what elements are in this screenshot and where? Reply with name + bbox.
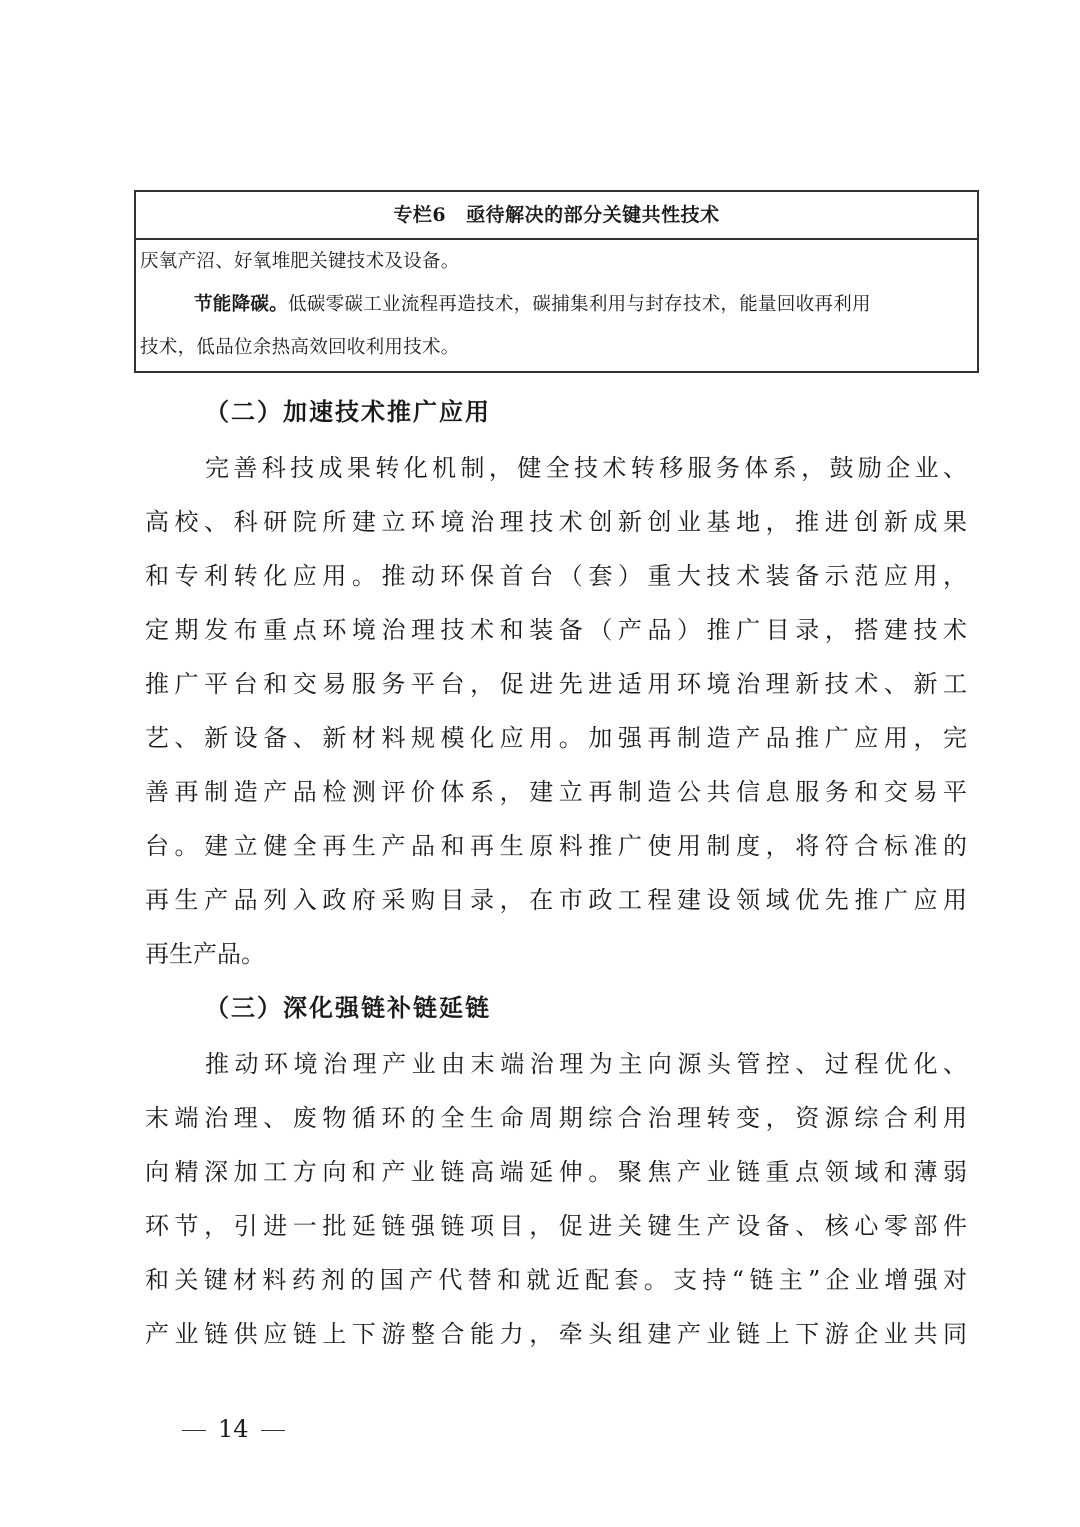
section-heading-3: （三）深化强链补链延链 <box>205 993 491 1022</box>
body-line: 再生产品。 <box>145 940 265 968</box>
body-line: 善再制造产品检测评价体系，建立再制造公共信息服务和交易平 <box>145 778 967 806</box>
body-line: 推动环境治理产业由末端治理为主向源头管控、过程优化、 <box>205 1050 967 1078</box>
dash-left <box>182 1430 206 1432</box>
keyword-energy-carbon: 节能降碳。 <box>194 294 289 315</box>
body-line: 和专利转化应用。推动环保首台（套）重大技术装备示范应用， <box>145 562 967 590</box>
special-column-line: 厌氧产沼、好氧堆肥关键技术及设备。 <box>140 251 460 272</box>
body-line: 再生产品列入政府采购目录，在市政工程建设领域优先推广应用 <box>145 886 967 914</box>
special-column-title <box>136 192 977 240</box>
page-number-value: 14 <box>218 1415 249 1443</box>
body-line: 推广平台和交易服务平台，促进先进适用环境治理新技术、新工 <box>145 670 967 698</box>
body-line: 高校、科研院所建立环境治理技术创新创业基地，推进创新成果 <box>145 508 967 536</box>
body-line: 台。建立健全再生产品和再生原料推广使用制度，将符合标准的 <box>145 832 967 860</box>
body-line: 艺、新设备、新材料规模化应用。加强再制造产品推广应用，完 <box>145 724 967 752</box>
body-line: 向精深加工方向和产业链高端延伸。聚焦产业链重点领域和薄弱 <box>145 1158 967 1186</box>
special-column-box <box>134 190 979 373</box>
body-line: 和关键材料药剂的国产代替和就近配套。支持“链主”企业增强对 <box>145 1266 967 1294</box>
body-line: 完善科技成果转化机制，健全技术转移服务体系，鼓励企业、 <box>205 454 967 482</box>
body-line: 末端治理、废物循环的全生命周期综合治理转变，资源综合利用 <box>145 1104 967 1132</box>
section-heading-2: （二）加速技术推广应用 <box>205 397 491 426</box>
special-column-label: 专栏6 <box>393 204 447 226</box>
dash-right <box>261 1430 285 1432</box>
special-column-body <box>136 240 977 369</box>
special-column-line <box>140 283 973 326</box>
page-number <box>170 1415 297 1443</box>
body-line: 产业链供应链上下游整合能力，牵头组建产业链上下游企业共同 <box>145 1320 967 1348</box>
special-column-heading: 亟待解决的部分关键共性技术 <box>466 204 720 226</box>
body-line: 定期发布重点环境治理技术和装备（产品）推广目录，搭建技术 <box>145 616 967 644</box>
special-column-line: 技术，低品位余热高效回收利用技术。 <box>140 337 460 358</box>
paragraph-text: 低碳零碳工业流程再造技术，碳捕集利用与封存技术，能量回收再利用 <box>288 294 871 315</box>
body-line: 环节，引进一批延链强链项目，促进关键生产设备、核心零部件 <box>145 1212 967 1240</box>
